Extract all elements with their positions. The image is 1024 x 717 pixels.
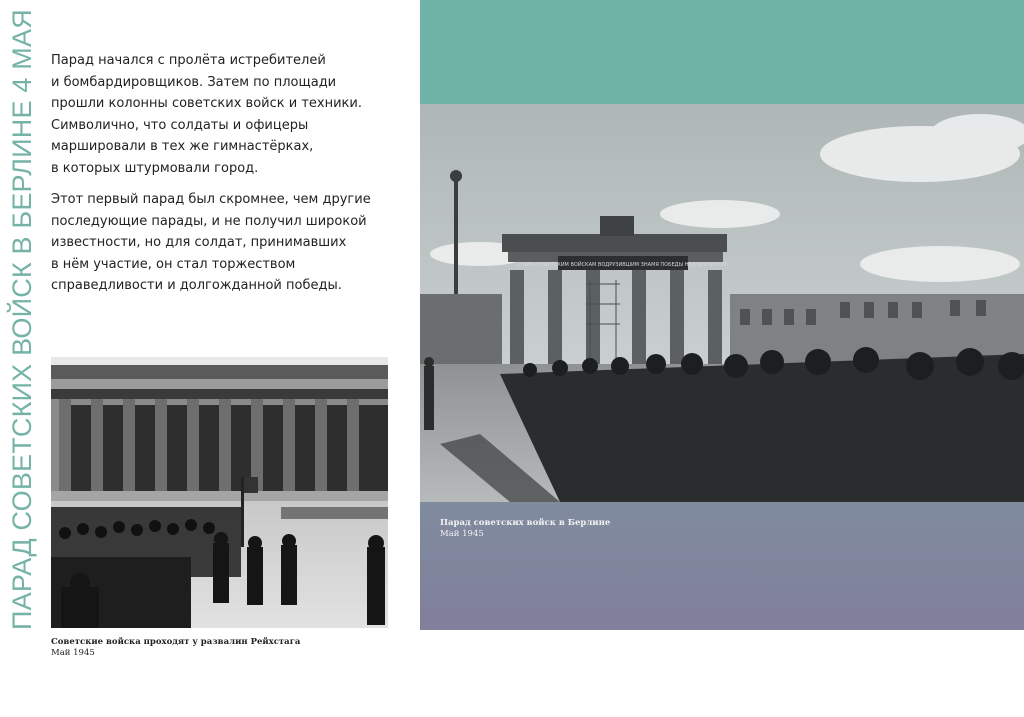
text-line: в нём участие, он стал торжеством xyxy=(51,256,296,272)
right-panel xyxy=(420,0,1024,630)
top-color-band xyxy=(420,0,1024,104)
gate-banner-text: СЛАВА СОВЕТСКИМ ВОЙСКАМ ВОДРУЗИВШИМ ЗНАМЯ ПОБЕДЫ НАД БЕРЛИНОМ! xyxy=(517,262,729,268)
text-line: и бомбардировщиков. Затем по площади xyxy=(51,74,337,90)
reichstag-photo xyxy=(51,357,388,628)
text-line: Этот первый парад был скромнее, чем другие xyxy=(51,192,371,207)
brandenburg-gate-photo xyxy=(420,104,1024,502)
text-line: известности, но для солдат, принимавших xyxy=(51,235,347,250)
caption-title: Советские войска проходят у развалин Рейхстага xyxy=(51,637,301,647)
vertical-title: ПАРАД СОВЕТСКИХ ВОЙСК В БЕРЛИНЕ 4 МАЯ xyxy=(7,9,37,630)
text-line: маршировали в тех же гимнастёрках, xyxy=(51,139,314,154)
photo-caption-right xyxy=(440,518,610,540)
photo-caption-left xyxy=(51,637,300,659)
text-line: последующие парады, и не получил широкой xyxy=(51,213,367,229)
text-line: прошли колонны советских войск и техники. xyxy=(51,96,362,111)
body-text xyxy=(51,50,381,307)
paragraph-2 xyxy=(51,189,381,297)
paragraph-1 xyxy=(51,50,381,179)
caption-date: Май 1945 xyxy=(51,648,95,658)
text-line: Символично, что солдаты и офицеры xyxy=(51,117,309,133)
caption-date: Май 1945 xyxy=(440,529,484,539)
text-line: в которых штурмовали город. xyxy=(51,160,259,176)
text-line: справедливости и долгожданной победы. xyxy=(51,278,342,293)
caption-title: Парад советских войск в Берлине xyxy=(440,518,611,528)
text-line: Парад начался с пролёта истребителей xyxy=(51,53,326,68)
